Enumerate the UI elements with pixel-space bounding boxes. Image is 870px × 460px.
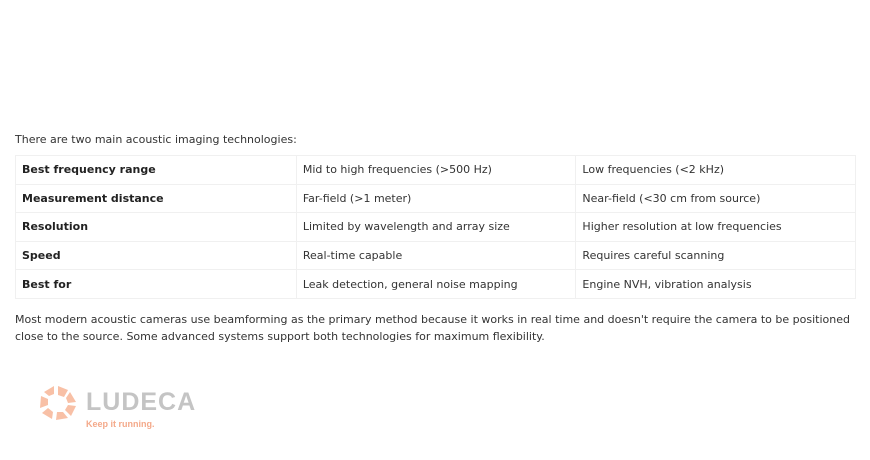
table-row xyxy=(16,184,856,213)
table-cell: Real-time capable xyxy=(296,241,576,270)
logo-tagline: Keep it running. xyxy=(86,419,155,429)
logo-mark-icon xyxy=(38,384,78,422)
row-label: Best for xyxy=(16,270,297,299)
table-row xyxy=(16,213,856,242)
table-cell: Leak detection, general noise mapping xyxy=(296,270,576,299)
table-cell: Limited by wavelength and array size xyxy=(296,213,576,242)
table-cell: Far-field (>1 meter) xyxy=(296,184,576,213)
table-row xyxy=(16,270,856,299)
intro-text: There are two main acoustic imaging technologies: xyxy=(15,133,297,146)
row-label: Measurement distance xyxy=(16,184,297,213)
table-cell: Mid to high frequencies (>500 Hz) xyxy=(296,156,576,185)
row-label: Resolution xyxy=(16,213,297,242)
row-label: Best frequency range xyxy=(16,156,297,185)
table-cell: Higher resolution at low frequencies xyxy=(576,213,856,242)
table-cell: Near-field (<30 cm from source) xyxy=(576,184,856,213)
table-row xyxy=(16,156,856,185)
row-label: Speed xyxy=(16,241,297,270)
table-cell: Low frequencies (<2 kHz) xyxy=(576,156,856,185)
comparison-table xyxy=(15,155,856,299)
table-row xyxy=(16,241,856,270)
table-cell: Engine NVH, vibration analysis xyxy=(576,270,856,299)
outro-text: Most modern acoustic cameras use beamforming as the primary method because it works in real time and doesn't require the camera to be positioned close to the source. Some advanced systems support both technologies for maximum flexibility. xyxy=(15,313,850,343)
table-cell: Requires careful scanning xyxy=(576,241,856,270)
logo-name: LUDECA xyxy=(86,388,197,416)
